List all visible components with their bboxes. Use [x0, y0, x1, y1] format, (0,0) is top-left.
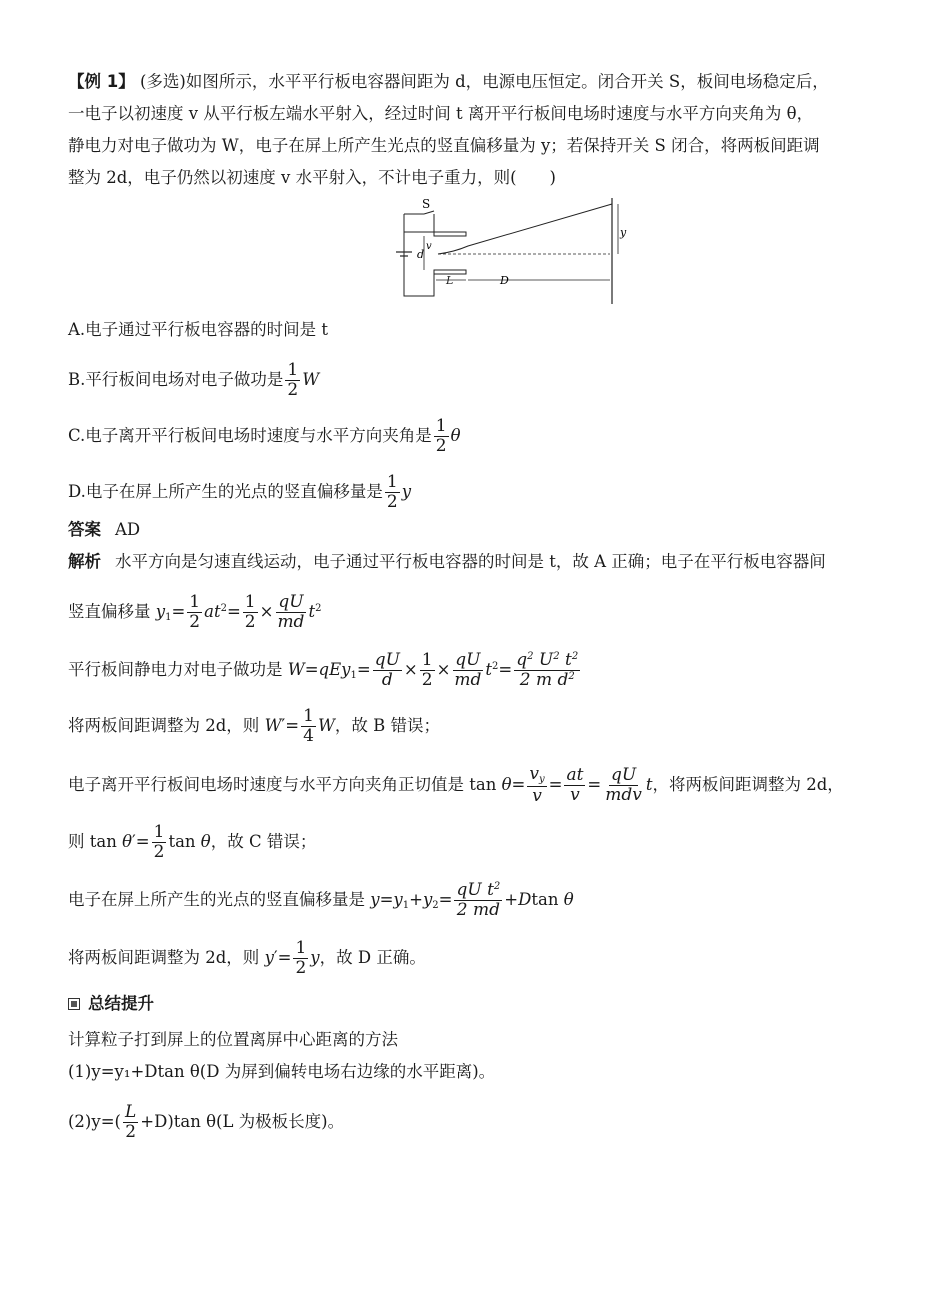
capacitor-figure [394, 194, 627, 306]
summary-title: 总结提升 [88, 994, 154, 1013]
summary-item-1: (1)y=y₁+Dtan θ(D 为屏到偏转电场右边缘的水平距离)。 [68, 1062, 496, 1081]
electron-path [438, 204, 612, 254]
answer-label: 答案 [68, 520, 101, 539]
d-label: d [417, 248, 425, 261]
top-plate [434, 232, 466, 236]
summary-icon [68, 998, 80, 1010]
analysis-line-8: 将两板间距调整为 2d，则 y′= $\frac{1}{2}$ y，故 D 正确。 [68, 938, 426, 978]
switch-label: S [422, 197, 431, 211]
y-label: y [620, 226, 627, 239]
analysis-label: 解析 [68, 552, 101, 571]
D-label: D [500, 274, 509, 287]
analysis-line-4: 将两板间距调整为 2d，则 W′= $\frac{1}{4}$ W，故 B 错误； [68, 706, 441, 746]
option-b: B.平行板间电场对电子做功是 $\frac{1}{2}$ W [68, 360, 320, 400]
summary-item-2: (2)y=( $\frac{L}{2}$ +D)tan θ(L 为极板长度)。 [68, 1102, 345, 1142]
example-line-3: 静电力对电子做功为 W，电子在屏上所产生光点的竖直偏移量为 y；若保持开关 S 闭合，将两板间距调 [68, 136, 820, 155]
summary-intro: 计算粒子打到屏上的位置离屏中心距离的方法 [68, 1030, 398, 1049]
example-line-4: 整为 2d，电子仍然以初速度 v 水平射入，不计电子重力，则( ) [68, 168, 556, 187]
L-label: L [446, 274, 454, 287]
analysis-line-1: 解析 水平方向是匀速直线运动，电子通过平行板电容器的时间是 t，故 A 正确；电子在平行板电容器间 [68, 552, 826, 571]
analysis-line-7: 电子在屏上所产生的光点的竖直偏移量是 $y=y_1+y_2=$ $\frac{qU t^2}{2 md}$ +Dtan θ [68, 880, 574, 920]
analysis-line-5: 电子离开平行板间电场时速度与水平方向夹角正切值是 tan θ= $\frac{v_y}{v}$ = $\frac{at}{v}$ = $\frac{qU}{\text{mdv}}$ t，将两板间距调整为 2d， [68, 764, 844, 806]
v-label: v [426, 241, 432, 252]
answer-value: AD [115, 520, 141, 539]
option-d: D.电子在屏上所产生的光点的竖直偏移量是 $\frac{1}{2}$ y [68, 472, 412, 512]
half-fraction: $\frac{1}{2}$ [435, 416, 447, 456]
analysis-line-2: 竖直偏移量 $y_1=$ $\frac{1}{2}$ $at^2=$ $\frac{1}{2}$ × $\frac{qU}{md}$ $t^2$ [68, 592, 322, 632]
example-line-1: 【例 1】 (多选)如图所示，水平平行板电容器间距为 d，电源电压恒定。闭合开关 S，板间电场稳定后， [68, 72, 829, 91]
half-fraction: $\frac{1}{2}$ [386, 472, 398, 512]
analysis-line-6: 则 tan θ′= $\frac{1}{2}$ tan θ，故 C 错误； [68, 822, 317, 862]
L-over-2-fraction: $\frac{L}{2}$ [124, 1102, 137, 1142]
analysis-line-3: 平行板间静电力对电子做功是 W=qEy$_1$= $\frac{qU}{d}$ × $\frac{1}{2}$ × $\frac{qU}{md}$ $t^2=$ $\frac{q^2 U^2 t^2}{2 m d^2}$ [68, 650, 579, 690]
switch-blade [424, 211, 434, 214]
example-tag: 【例 1】 [68, 72, 135, 91]
option-c: C.电子离开平行板间电场时速度与水平方向夹角是 $\frac{1}{2}$ θ [68, 416, 461, 456]
option-a: A.电子通过平行板电容器的时间是 t [68, 320, 329, 339]
summary-heading [68, 992, 154, 1016]
answer-line [68, 518, 140, 542]
example-line-2: 一电子以初速度 v 从平行板左端水平射入，经过时间 t 离开平行板间电场时速度与水平方向夹角为 θ， [68, 104, 814, 123]
half-fraction: $\frac{1}{2}$ [287, 360, 299, 400]
